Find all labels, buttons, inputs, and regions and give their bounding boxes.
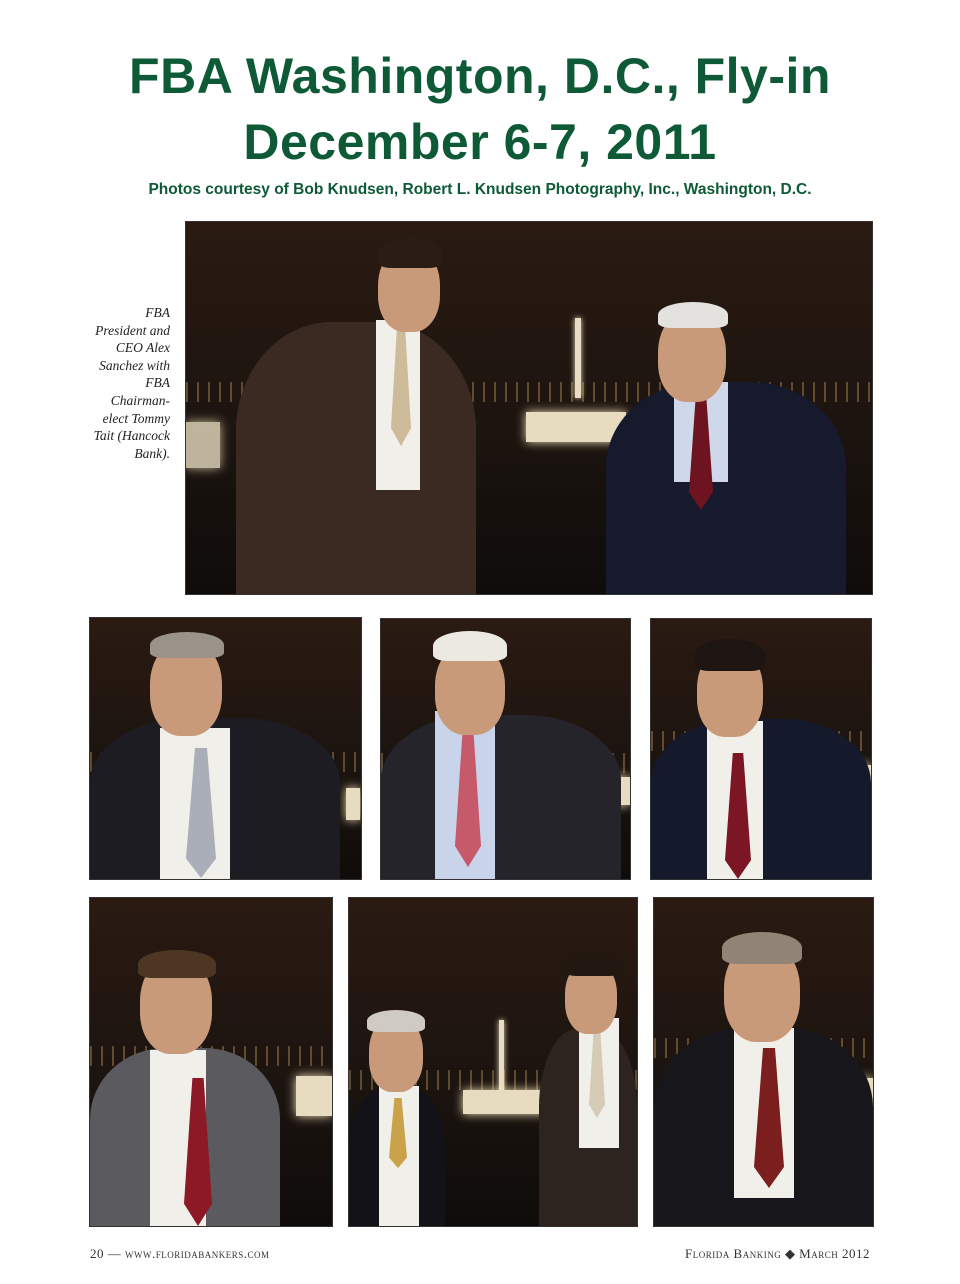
washington-monument bbox=[575, 318, 581, 398]
main-photo bbox=[185, 221, 873, 595]
photo-row3-left bbox=[89, 897, 333, 1227]
page-title-line1: FBA Washington, D.C., Fly-in bbox=[129, 48, 831, 104]
footer-publication-date: Florida Banking ◆ March 2012 bbox=[685, 1246, 870, 1261]
page-title-line2: December 6-7, 2011 bbox=[243, 114, 717, 170]
photo-row3-right bbox=[653, 897, 874, 1227]
photo-credit: Photos courtesy of Bob Knudsen, Robert L. Knudsen Photography, Inc., Washington, D.C. bbox=[148, 181, 812, 198]
photo-row2-right bbox=[650, 618, 872, 880]
footer-page-website: 20 — www.floridabankers.com bbox=[90, 1246, 270, 1261]
photo-row3-center bbox=[348, 897, 638, 1227]
photo-caption: FBA President and CEO Alex Sanchez with FBA Chairman-elect Tommy Tait (Hancock Bank). bbox=[93, 305, 170, 461]
photo-row2-left bbox=[89, 617, 362, 880]
white-house bbox=[463, 1090, 545, 1114]
photo-row2-center bbox=[380, 618, 631, 880]
